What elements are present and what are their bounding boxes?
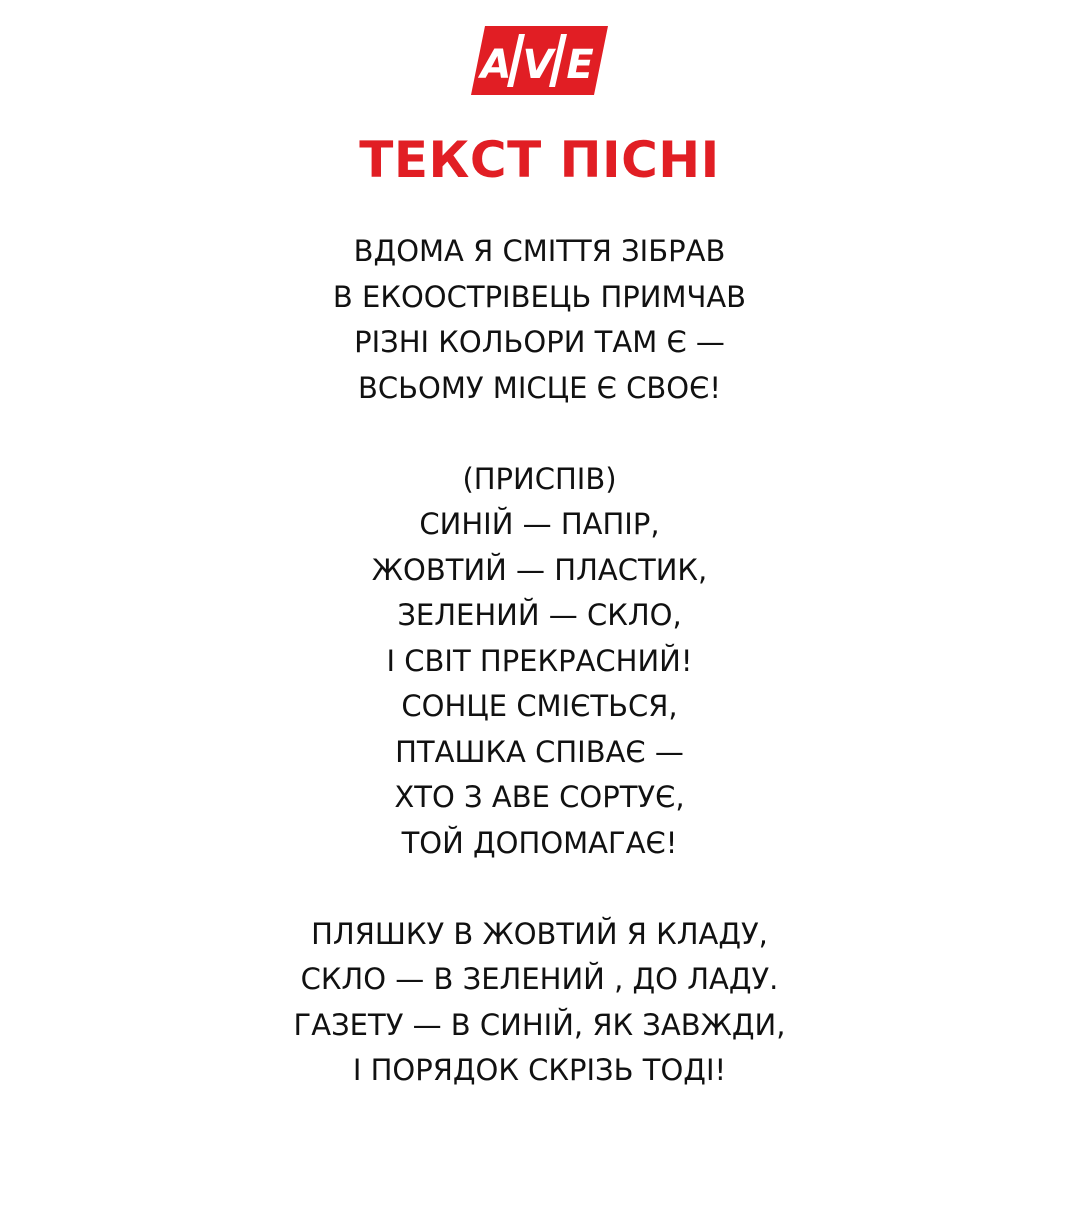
lyric-line: РІЗНІ КОЛЬОРИ ТАМ Є — [354,325,725,359]
logo-letter: E [566,42,594,88]
chorus-label: (ПРИСПІВ) [462,461,617,496]
lyric-line: І ПОРЯДОК СКРІЗЬ ТОДІ! [352,1053,727,1087]
lyric-line: І СВІТ ПРЕКРАСНИЙ! [386,643,693,678]
logo-letter: V [522,42,554,88]
lyric-line: ВДОМА Я СМІТТЯ ЗІБРАВ [353,234,726,268]
lyric-line: ПЛЯШКУ В ЖОВТИЙ Я КЛАДУ, [311,916,768,951]
verse-1 [0,229,1079,411]
page-title: ТЕКСТ ПІСНІ [359,131,720,189]
lyric-line: ТОЙ ДОПОМАГАЄ! [401,825,678,860]
song-lyrics [0,229,1079,1139]
lyric-line: ГАЗЕТУ — В СИНІЙ, ЯК ЗАВЖДИ, [293,1007,786,1042]
chorus [0,457,1079,867]
ave-logo [471,26,608,95]
lyric-line: ПТАШКА СПІВАЄ — [395,734,684,769]
lyric-line: СОНЦЕ СМІЄТЬСЯ, [401,689,678,723]
logo-letter: A [480,42,512,88]
verse-2 [0,912,1079,1094]
lyric-line: ВСЬОМУ МІСЦЕ Є СВОЄ! [358,370,721,405]
lyric-line: ЖОВТИЙ — ПЛАСТИК, [371,552,708,587]
lyric-line: СКЛО — В ЗЕЛЕНИЙ , ДО ЛАДУ. [300,962,779,996]
lyric-line: СИНІЙ — ПАПІР, [419,507,660,541]
lyric-line: ЗЕЛЕНИЙ — СКЛО, [397,598,682,632]
lyric-line: ХТО З АВЕ СОРТУЄ, [394,780,685,814]
lyric-line: В ЕКООСТРІВЕЦЬ ПРИМЧАВ [332,279,747,314]
